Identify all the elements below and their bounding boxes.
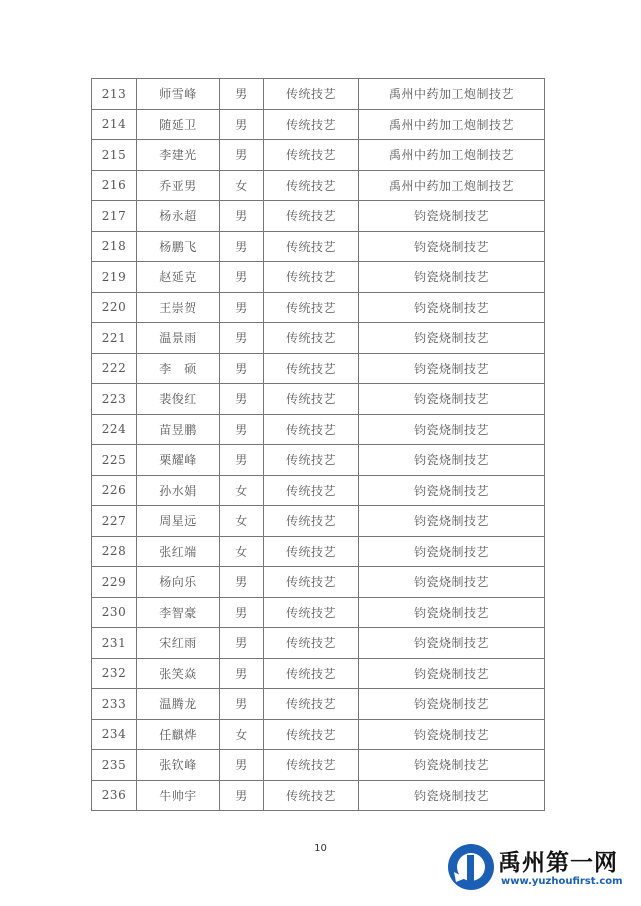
cell-number: 218 <box>92 231 137 262</box>
cell-skill: 禹州中药加工炮制技艺 <box>359 109 545 140</box>
cell-category: 传统技艺 <box>264 140 359 171</box>
cell-category: 传统技艺 <box>264 719 359 750</box>
cell-number: 235 <box>92 750 137 781</box>
table-row <box>92 506 545 537</box>
cell-category: 传统技艺 <box>264 384 359 415</box>
cell-category: 传统技艺 <box>264 170 359 201</box>
cell-number: 226 <box>92 475 137 506</box>
table-row <box>92 231 545 262</box>
table-row <box>92 628 545 659</box>
watermark-title: 禹州第一网 <box>498 850 618 876</box>
cell-skill: 钧瓷烧制技艺 <box>359 445 545 476</box>
cell-name: 宋红雨 <box>137 628 220 659</box>
cell-skill: 禹州中药加工炮制技艺 <box>359 140 545 171</box>
cell-number: 215 <box>92 140 137 171</box>
cell-name: 师雪峰 <box>137 79 220 110</box>
cell-skill: 钧瓷烧制技艺 <box>359 689 545 720</box>
cell-name: 杨向乐 <box>137 567 220 598</box>
cell-number: 222 <box>92 353 137 384</box>
cell-number: 224 <box>92 414 137 445</box>
table-row <box>92 140 545 171</box>
cell-gender: 男 <box>220 780 264 811</box>
cell-skill: 钧瓷烧制技艺 <box>359 750 545 781</box>
cell-category: 传统技艺 <box>264 414 359 445</box>
cell-gender: 男 <box>220 262 264 293</box>
cell-category: 传统技艺 <box>264 79 359 110</box>
cell-skill: 钧瓷烧制技艺 <box>359 628 545 659</box>
cell-name: 苗昱鹏 <box>137 414 220 445</box>
page-number: 10 <box>314 843 327 854</box>
cell-gender: 男 <box>220 597 264 628</box>
cell-category: 传统技艺 <box>264 353 359 384</box>
table-row <box>92 292 545 323</box>
cell-gender: 男 <box>220 292 264 323</box>
cell-skill: 钧瓷烧制技艺 <box>359 506 545 537</box>
cell-skill: 钧瓷烧制技艺 <box>359 719 545 750</box>
cell-skill: 禹州中药加工炮制技艺 <box>359 79 545 110</box>
cell-category: 传统技艺 <box>264 628 359 659</box>
cell-skill: 钧瓷烧制技艺 <box>359 658 545 689</box>
table-row <box>92 475 545 506</box>
cell-category: 传统技艺 <box>264 323 359 354</box>
roster-table <box>91 78 545 811</box>
cell-skill: 钧瓷烧制技艺 <box>359 475 545 506</box>
cell-gender: 男 <box>220 109 264 140</box>
cell-gender: 男 <box>220 201 264 232</box>
cell-name: 张钦峰 <box>137 750 220 781</box>
cell-gender: 女 <box>220 170 264 201</box>
cell-gender: 男 <box>220 323 264 354</box>
cell-name: 周星远 <box>137 506 220 537</box>
cell-name: 李智豪 <box>137 597 220 628</box>
cell-skill: 钧瓷烧制技艺 <box>359 292 545 323</box>
cell-number: 223 <box>92 384 137 415</box>
cell-gender: 女 <box>220 719 264 750</box>
cell-number: 213 <box>92 79 137 110</box>
cell-number: 227 <box>92 506 137 537</box>
cell-category: 传统技艺 <box>264 597 359 628</box>
cell-category: 传统技艺 <box>264 536 359 567</box>
cell-number: 228 <box>92 536 137 567</box>
cell-gender: 女 <box>220 475 264 506</box>
cell-skill: 钧瓷烧制技艺 <box>359 414 545 445</box>
cell-name: 随延卫 <box>137 109 220 140</box>
table-row <box>92 79 545 110</box>
cell-number: 231 <box>92 628 137 659</box>
cell-name: 王崇贺 <box>137 292 220 323</box>
cell-skill: 钧瓷烧制技艺 <box>359 323 545 354</box>
cell-gender: 女 <box>220 506 264 537</box>
table-row <box>92 689 545 720</box>
cell-gender: 男 <box>220 445 264 476</box>
cell-gender: 男 <box>220 567 264 598</box>
table-row <box>92 658 545 689</box>
cell-skill: 钧瓷烧制技艺 <box>359 536 545 567</box>
cell-category: 传统技艺 <box>264 689 359 720</box>
table-row <box>92 719 545 750</box>
cell-gender: 男 <box>220 658 264 689</box>
cell-gender: 男 <box>220 414 264 445</box>
watermark-url: www.yuzhoufirst.com <box>501 876 623 887</box>
roster-table-body <box>92 79 545 811</box>
cell-number: 225 <box>92 445 137 476</box>
cell-name: 温景雨 <box>137 323 220 354</box>
table-row <box>92 323 545 354</box>
cell-gender: 女 <box>220 536 264 567</box>
table-row <box>92 262 545 293</box>
cell-gender: 男 <box>220 384 264 415</box>
cell-name: 牛帅宇 <box>137 780 220 811</box>
cell-gender: 男 <box>220 353 264 384</box>
cell-gender: 男 <box>220 750 264 781</box>
cell-number: 216 <box>92 170 137 201</box>
site-watermark <box>446 842 621 892</box>
table-row <box>92 536 545 567</box>
cell-gender: 男 <box>220 231 264 262</box>
cell-name: 乔亚男 <box>137 170 220 201</box>
cell-category: 传统技艺 <box>264 445 359 476</box>
table-row <box>92 780 545 811</box>
cell-category: 传统技艺 <box>264 292 359 323</box>
cell-skill: 钧瓷烧制技艺 <box>359 567 545 598</box>
cell-category: 传统技艺 <box>264 780 359 811</box>
cell-gender: 男 <box>220 140 264 171</box>
cell-category: 传统技艺 <box>264 201 359 232</box>
cell-name: 李 硕 <box>137 353 220 384</box>
cell-name: 孙水娟 <box>137 475 220 506</box>
cell-number: 219 <box>92 262 137 293</box>
table-row <box>92 445 545 476</box>
cell-number: 233 <box>92 689 137 720</box>
cell-name: 杨永超 <box>137 201 220 232</box>
cell-name: 张红端 <box>137 536 220 567</box>
table-row <box>92 597 545 628</box>
cell-category: 传统技艺 <box>264 231 359 262</box>
cell-gender: 男 <box>220 628 264 659</box>
cell-name: 栗耀峰 <box>137 445 220 476</box>
table-row <box>92 109 545 140</box>
cell-name: 赵延克 <box>137 262 220 293</box>
cell-skill: 钧瓷烧制技艺 <box>359 780 545 811</box>
cell-number: 232 <box>92 658 137 689</box>
cell-number: 217 <box>92 201 137 232</box>
cell-skill: 钧瓷烧制技艺 <box>359 262 545 293</box>
cell-gender: 男 <box>220 79 264 110</box>
cell-category: 传统技艺 <box>264 475 359 506</box>
cell-name: 李建光 <box>137 140 220 171</box>
table-row <box>92 567 545 598</box>
cell-category: 传统技艺 <box>264 750 359 781</box>
cell-skill: 钧瓷烧制技艺 <box>359 353 545 384</box>
table-row <box>92 414 545 445</box>
cell-number: 229 <box>92 567 137 598</box>
table-row <box>92 353 545 384</box>
cell-name: 裴俊红 <box>137 384 220 415</box>
cell-category: 传统技艺 <box>264 658 359 689</box>
table-row <box>92 384 545 415</box>
cell-number: 221 <box>92 323 137 354</box>
cell-name: 张笑焱 <box>137 658 220 689</box>
site-logo-icon <box>446 842 496 892</box>
cell-number: 214 <box>92 109 137 140</box>
cell-skill: 钧瓷烧制技艺 <box>359 384 545 415</box>
cell-number: 230 <box>92 597 137 628</box>
table-row <box>92 170 545 201</box>
cell-number: 234 <box>92 719 137 750</box>
cell-category: 传统技艺 <box>264 506 359 537</box>
cell-name: 温腾龙 <box>137 689 220 720</box>
cell-skill: 禹州中药加工炮制技艺 <box>359 170 545 201</box>
cell-skill: 钧瓷烧制技艺 <box>359 231 545 262</box>
cell-skill: 钧瓷烧制技艺 <box>359 201 545 232</box>
cell-number: 220 <box>92 292 137 323</box>
cell-category: 传统技艺 <box>264 109 359 140</box>
cell-category: 传统技艺 <box>264 567 359 598</box>
table-row <box>92 201 545 232</box>
cell-number: 236 <box>92 780 137 811</box>
cell-category: 传统技艺 <box>264 262 359 293</box>
cell-skill: 钧瓷烧制技艺 <box>359 597 545 628</box>
cell-name: 杨鹏飞 <box>137 231 220 262</box>
table-row <box>92 750 545 781</box>
cell-gender: 男 <box>220 689 264 720</box>
cell-name: 任麒烨 <box>137 719 220 750</box>
